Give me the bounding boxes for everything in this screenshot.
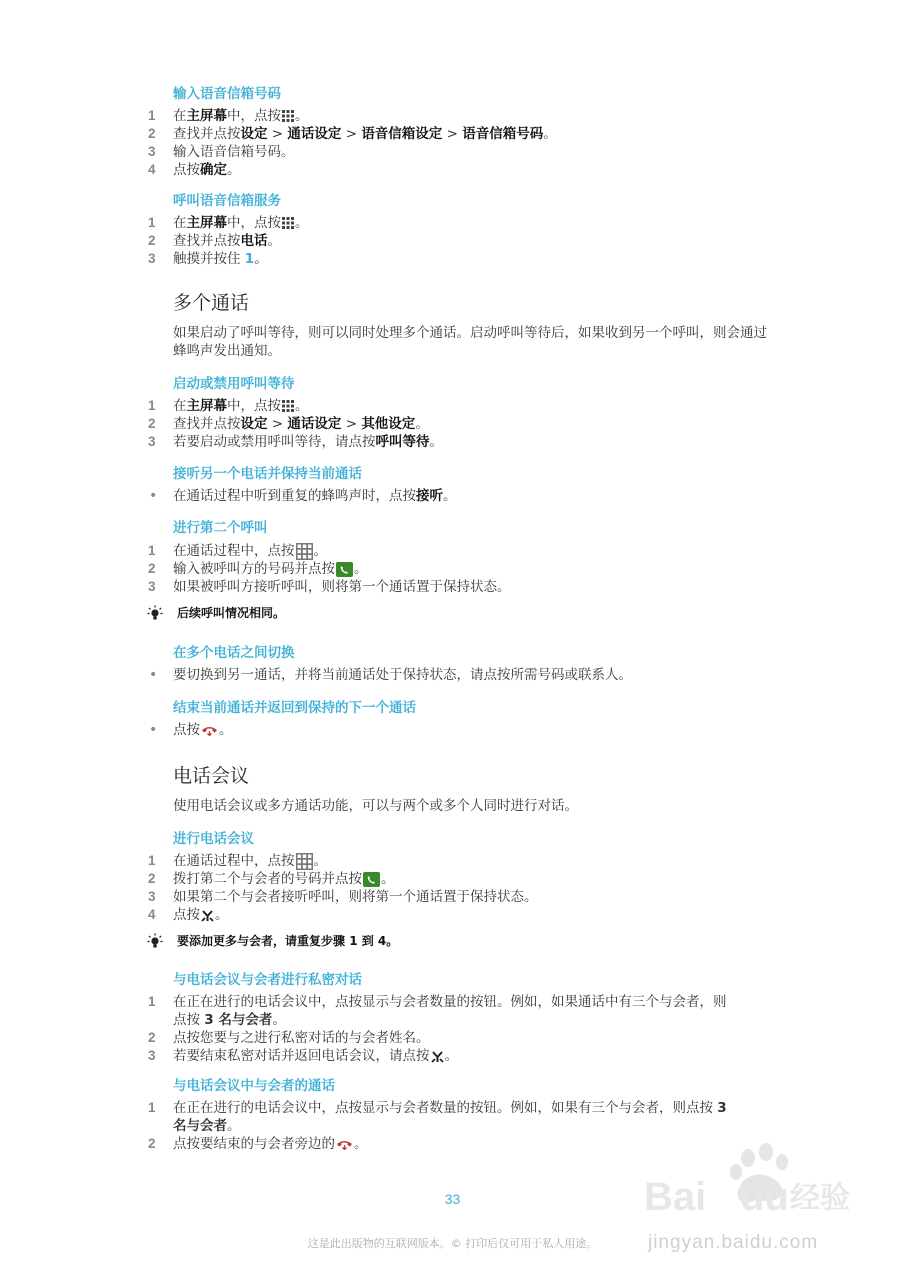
section-title-switch-calls: 在多个电话之间切换	[173, 645, 295, 661]
tip-row	[0, 932, 905, 950]
lightbulb-icon	[147, 933, 163, 949]
step-number: 3	[148, 889, 156, 904]
section-title-private-talk: 与电话会议与会者进行私密对话	[173, 972, 362, 988]
step-number: 2	[148, 233, 156, 248]
section-title-answer-hold: 接听另一个电话并保持当前通话	[173, 466, 362, 482]
step-row	[0, 433, 905, 451]
step-row	[0, 560, 905, 578]
step-text: 输入语音信箱号码。	[173, 144, 295, 160]
step-row	[0, 415, 905, 433]
step-number: 2	[148, 1136, 156, 1151]
call-icon	[336, 562, 353, 577]
section-title-end-return: 结束当前通话并返回到保持的下一个通话	[173, 700, 416, 716]
heading-conference-call: 电话会议	[173, 765, 250, 787]
step-row	[0, 161, 905, 179]
section-title-end-participant: 与电话会议中与会者的通话	[173, 1078, 335, 1094]
dialpad-icon	[296, 853, 313, 870]
step-number: 2	[148, 1030, 156, 1045]
step-number: 3	[148, 251, 156, 266]
step-text: 查找并点按电话。	[173, 233, 281, 249]
step-number: 3	[148, 579, 156, 594]
step-row	[0, 232, 905, 250]
step-text: 在正在进行的电话会议中，点按显示与会者数量的按钮。例如，如果通话中有三个与会者，则点按 3 名与会者。	[173, 994, 727, 1028]
app-grid-icon	[282, 110, 294, 122]
step-text: 点按 。	[173, 907, 229, 923]
step-text: 触摸并按住 1。	[173, 251, 268, 267]
step-row	[0, 542, 905, 560]
step-text: 在正在进行的电话会议中，点按显示与会者数量的按钮。例如，如果有三个与会者，则点按 3 名与会者。	[173, 1100, 727, 1134]
step-text: 输入被呼叫方的号码并点按 。	[173, 561, 368, 577]
bullet-row	[0, 487, 905, 505]
step-row	[0, 1029, 905, 1047]
step-text: 若要结束私密对话并返回电话会议，请点按 。	[173, 1048, 458, 1064]
step-row	[0, 125, 905, 143]
intro-paragraph: 如果启动了呼叫等待，则可以同时处理多个通话。启动呼叫等待后，如果收到另一个呼叫，则会通过蜂鸣声发出通知。	[173, 325, 767, 359]
bullet-text: 在通话过程中听到重复的蜂鸣声时，点按接听。	[173, 488, 457, 504]
svg-text:经验: 经验	[790, 1181, 850, 1216]
merge-calls-icon	[431, 1050, 444, 1063]
bullet-text: 点按 。	[173, 722, 233, 738]
step-number: 3	[148, 434, 156, 449]
tip-row	[0, 604, 905, 622]
section-title-call-waiting: 启动或禁用呼叫等待	[173, 376, 295, 392]
step-row	[0, 214, 905, 232]
step-text: 如果第二个与会者接听呼叫，则将第一个通话置于保持状态。	[173, 889, 538, 905]
step-number: 3	[148, 1048, 156, 1063]
step-number: 4	[148, 907, 156, 922]
end-call-icon	[336, 1138, 353, 1150]
step-text: 在通话过程中，点按 。	[173, 543, 327, 559]
step-text: 在通话过程中，点按 。	[173, 853, 327, 869]
step-text: 在主屏幕中，点按 。	[173, 398, 309, 414]
section-title-second-call: 进行第二个呼叫	[173, 520, 268, 536]
step-text: 如果被呼叫方接听呼叫，则将第一个通话置于保持状态。	[173, 579, 511, 595]
tip-text: 要添加更多与会者，请重复步骤 1 到 4。	[177, 934, 399, 948]
step-text: 点按确定。	[173, 162, 241, 178]
step-number: 3	[148, 144, 156, 159]
page-number: 33	[444, 1191, 461, 1207]
step-row	[0, 993, 905, 1029]
step-number: 1	[148, 543, 156, 558]
app-grid-icon	[282, 400, 294, 412]
app-grid-icon	[282, 217, 294, 229]
step-row	[0, 870, 905, 888]
step-text: 在主屏幕中，点按 。	[173, 108, 309, 124]
section-title-voicemail-number: 输入语音信箱号码	[173, 86, 281, 102]
step-number: 2	[148, 416, 156, 431]
step-number: 1	[148, 108, 156, 123]
bullet-dot: •	[149, 667, 158, 683]
step-text: 查找并点按设定 > 通话设定 > 其他设定。	[173, 416, 429, 432]
bullet-row	[0, 666, 905, 684]
step-row	[0, 143, 905, 161]
step-text: 点按要结束的与会者旁边的 。	[173, 1136, 368, 1152]
intro-paragraph: 使用电话会议或多方通话功能，可以与两个或多个人同时进行对话。	[173, 798, 578, 814]
step-row	[0, 888, 905, 906]
heading-multiple-calls: 多个通话	[173, 292, 250, 314]
step-number: 2	[148, 126, 156, 141]
section-title-make-conference: 进行电话会议	[173, 831, 254, 847]
step-text: 在主屏幕中，点按 。	[173, 215, 309, 231]
step-number: 1	[148, 398, 156, 413]
section-title-call-voicemail: 呼叫语音信箱服务	[173, 193, 281, 209]
bullet-dot: •	[149, 722, 158, 738]
end-call-icon	[201, 724, 218, 736]
step-row	[0, 578, 905, 596]
step-row	[0, 397, 905, 415]
step-number: 4	[148, 162, 156, 177]
step-number: 1	[148, 215, 156, 230]
step-text: 若要启动或禁用呼叫等待，请点按呼叫等待。	[173, 434, 443, 450]
step-row	[0, 1099, 905, 1135]
step-text: 点按您要与之进行私密对话的与会者姓名。	[173, 1030, 430, 1046]
step-text: 拨打第二个与会者的号码并点按 。	[173, 871, 395, 887]
svg-text:Bai: Bai	[644, 1175, 707, 1219]
footer-note: 这是此出版物的互联网版本。© 打印后仅可用于私人用途。	[307, 1237, 598, 1250]
bullet-row	[0, 721, 905, 739]
step-number: 2	[148, 561, 156, 576]
step-row	[0, 250, 905, 268]
call-icon	[363, 872, 380, 887]
tip-text: 后续呼叫情况相同。	[177, 606, 286, 620]
bullet-text: 要切换到另一通话，并将当前通话处于保持状态，请点按所需号码或联系人。	[173, 667, 632, 683]
step-row	[0, 107, 905, 125]
lightbulb-icon	[147, 605, 163, 621]
step-number: 1	[148, 994, 156, 1009]
step-text: 查找并点按设定 > 通话设定 > 语音信箱设定 > 语音信箱号码。	[173, 126, 557, 142]
watermark-url: jingyan.baidu.com	[648, 1232, 819, 1253]
bullet-dot: •	[149, 488, 158, 504]
step-row	[0, 1047, 905, 1065]
svg-text:du: du	[740, 1175, 789, 1219]
step-row	[0, 852, 905, 870]
dialpad-icon	[296, 543, 313, 560]
step-number: 2	[148, 871, 156, 886]
step-row	[0, 906, 905, 924]
step-number: 1	[148, 853, 156, 868]
step-number: 1	[148, 1100, 156, 1115]
merge-calls-icon	[201, 909, 214, 922]
